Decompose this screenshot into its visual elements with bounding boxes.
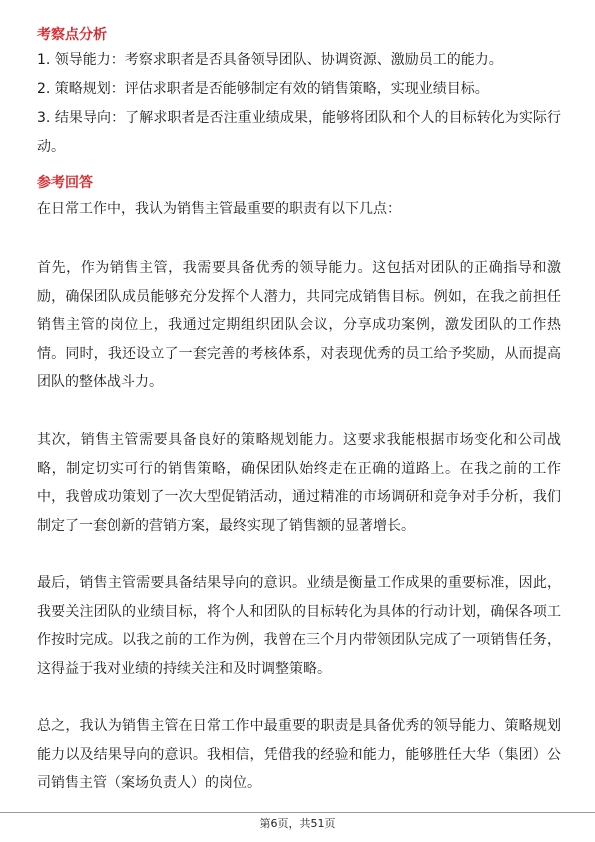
answer-paragraph-second: 其次，销售主管需要具备良好的策略规划能力。这要求我能根据市场变化和公司战略，制定切实可行的销售策略，确保团队始终走在正确的道路上。在我之前的工作中，我曾成功策划了一次大型促销活动，通过精准的市场调研和竞争对手分析，我们制定了一套创新的营销方案，最终实现了销售额的显著增长。 bbox=[37, 432, 561, 534]
answer-paragraph-conclusion: 总之，我认为销售主管在日常工作中最重要的职责是具备优秀的领导能力、策略规划能力以及结果导向的意识。我相信，凭借我的经验和能力，能够胜任大华（集团）公司销售主管（案场负责人）的岗位。 bbox=[37, 718, 561, 791]
analysis-heading: 考察点分析 bbox=[37, 27, 107, 43]
answer-paragraph-third: 最后，销售主管需要具备结果导向的意识。业绩是衡量工作成果的重要标准，因此，我要关注团队的业绩目标，将个人和团队的目标转化为具体的行动计划，确保各项工作按时完成。以我之前的工作为例，我曾在三个月内带领团队完成了一项销售任务，这得益于我对业绩的持续关注和及时调整策略。 bbox=[37, 575, 561, 677]
page-number: 第6页，共51页 bbox=[259, 817, 336, 830]
analysis-item-results: 3. 结果导向：了解求职者是否注重业绩成果，能够将团队和个人的目标转化为实际行动。 bbox=[37, 110, 561, 155]
answer-intro: 在日常工作中，我认为销售主管最重要的职责有以下几点： bbox=[37, 201, 401, 217]
footer-divider bbox=[0, 812, 595, 813]
answer-heading: 参考回答 bbox=[37, 175, 93, 191]
analysis-item-leadership: 1. 领导能力：考察求职者是否具备领导团队、协调资源、激励员工的能力。 bbox=[37, 52, 503, 68]
answer-paragraph-first: 首先，作为销售主管，我需要具备优秀的领导能力。这包括对团队的正确指导和激励，确保团队成员能够充分发挥个人潜力，共同完成销售目标。例如，在我之前担任销售主管的岗位上，我通过定期组织团队会议，分享成功案例，激发团队的工作热情。同时，我还设立了一套完善的考核体系，对表现优秀的员工给予奖励，从而提高团队的整体战斗力。 bbox=[37, 260, 561, 390]
analysis-item-strategy: 2. 策略规划：评估求职者是否能够制定有效的销售策略，实现业绩目标。 bbox=[37, 81, 489, 97]
